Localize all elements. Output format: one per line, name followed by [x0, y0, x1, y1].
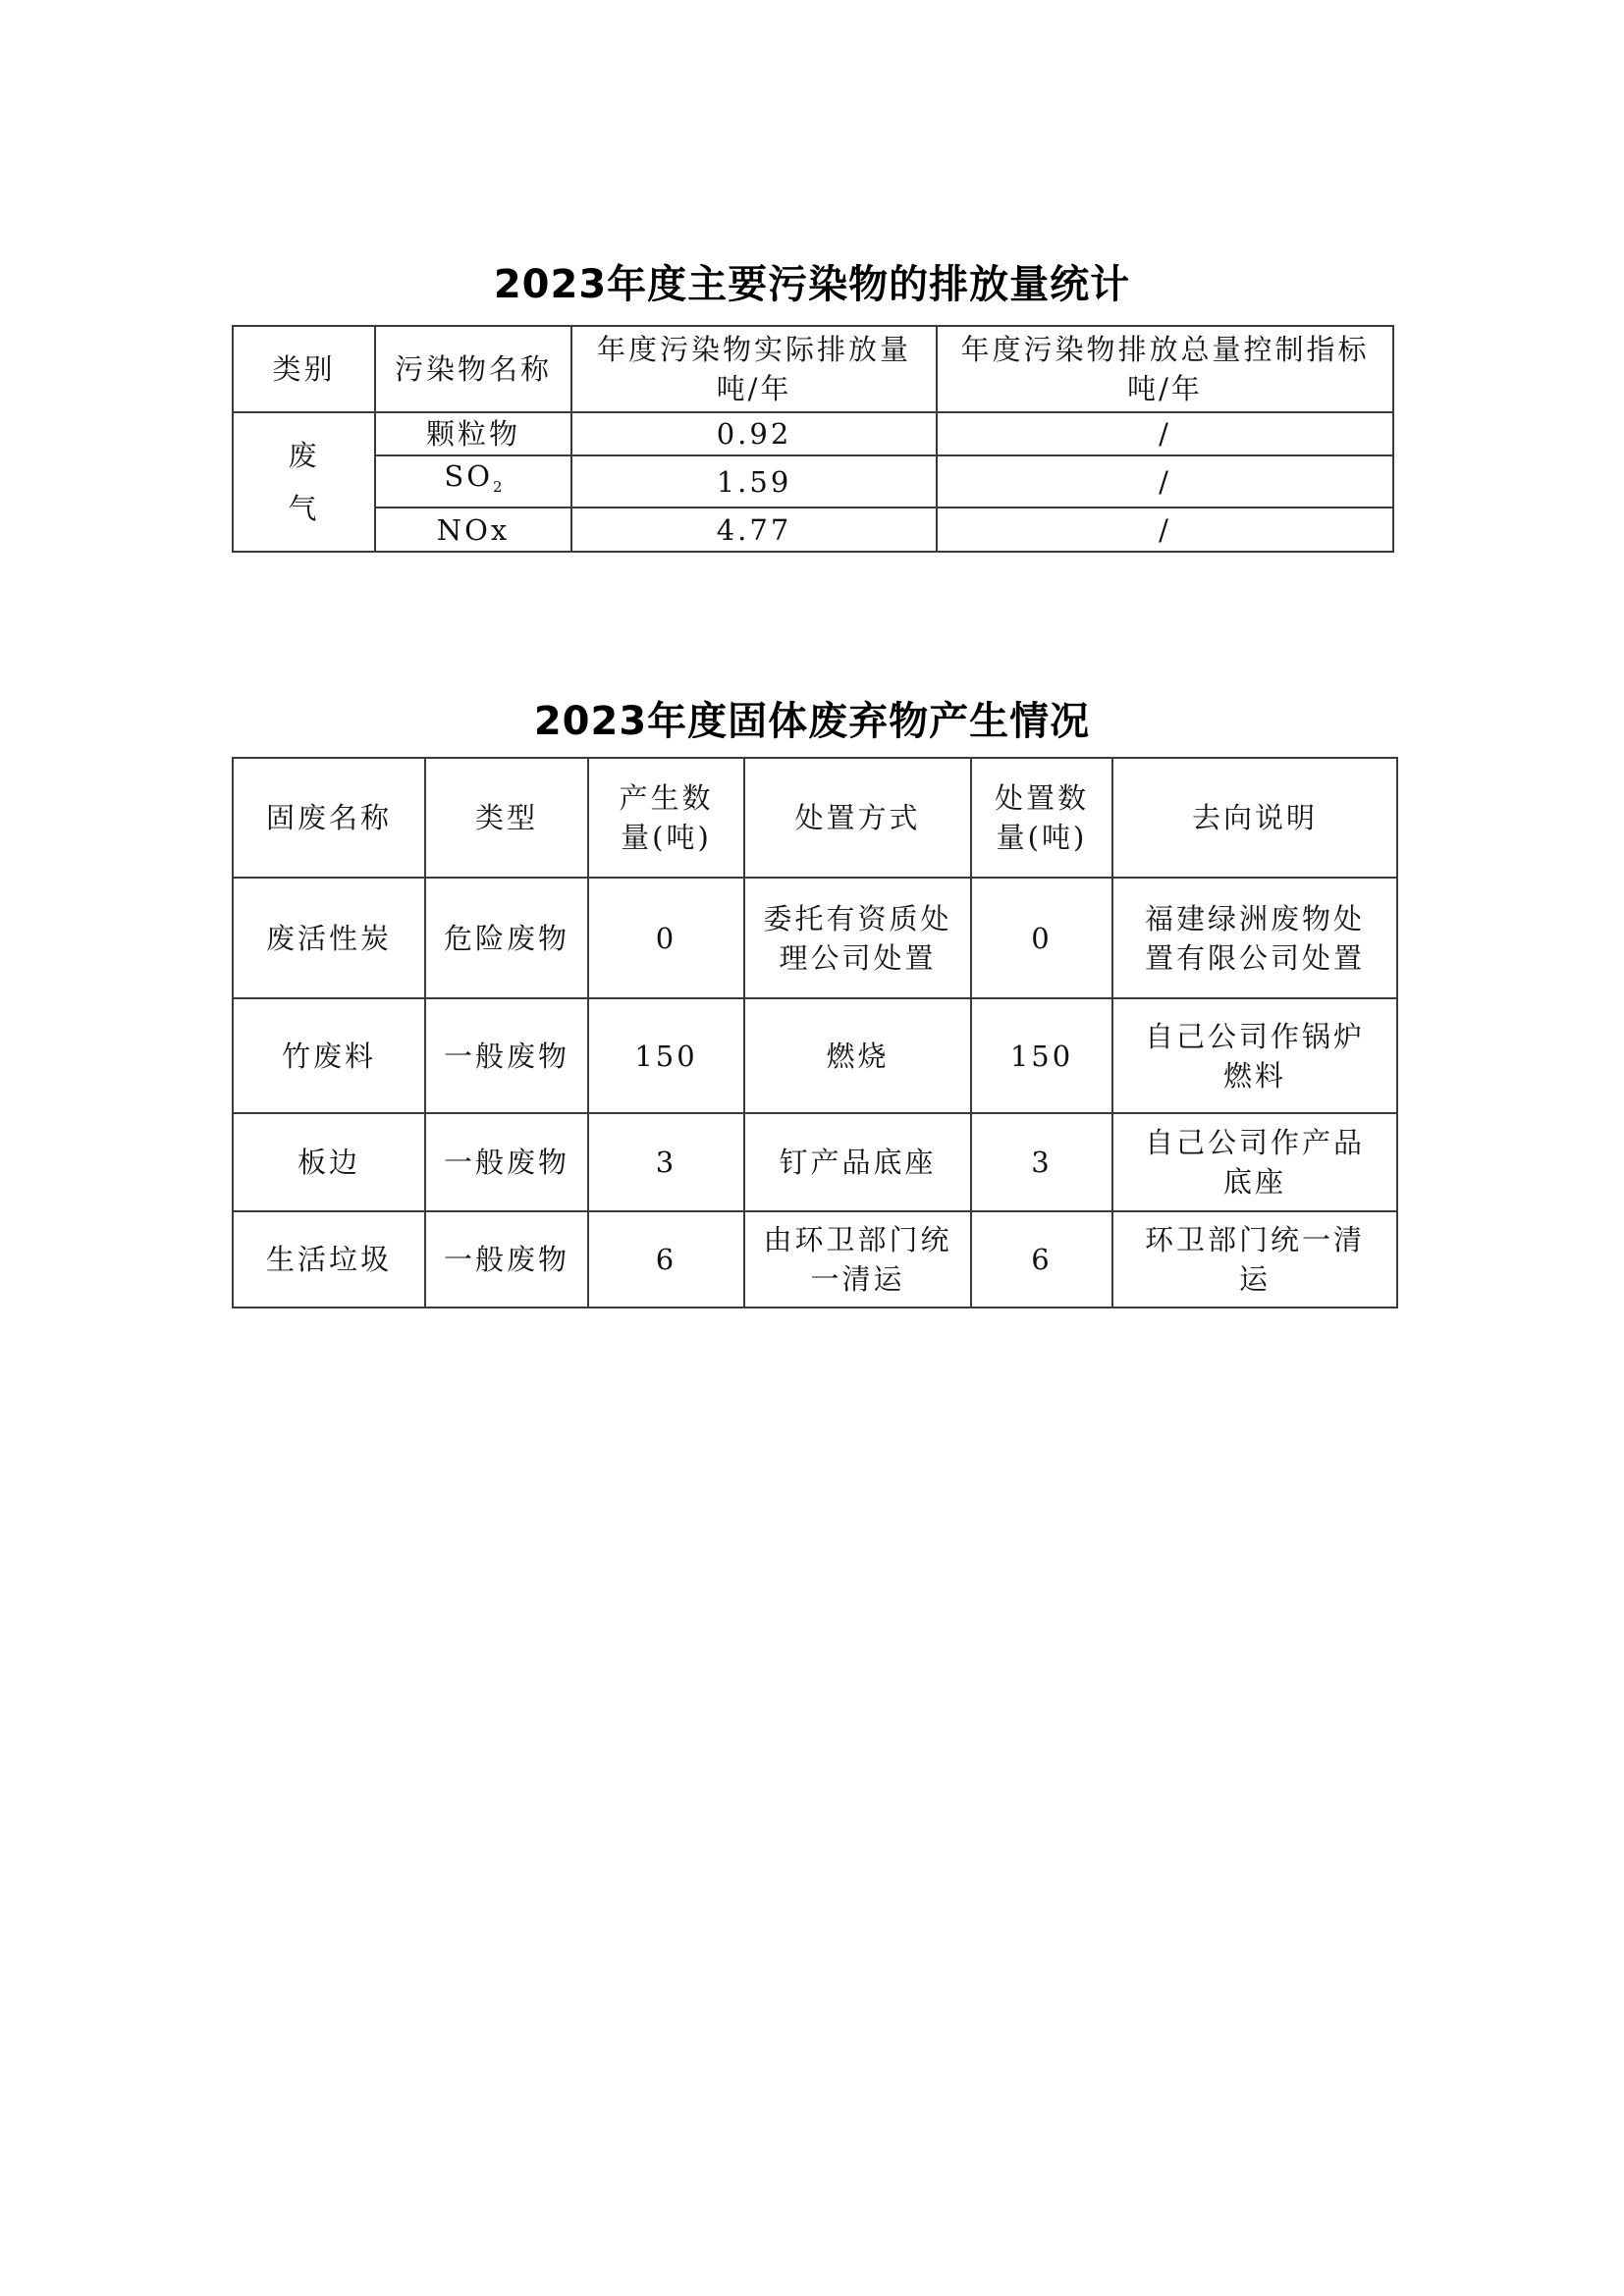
- control-target: /: [937, 455, 1393, 507]
- destination-line2: 运: [1238, 1262, 1271, 1296]
- header-disposed-amount: [971, 758, 1112, 878]
- waste-type: 一般废物: [425, 998, 588, 1113]
- header-disposed-line1: 处置数: [994, 781, 1089, 815]
- waste-name: 竹废料: [233, 998, 425, 1113]
- destination-line1: 自己公司作锅炉: [1144, 1019, 1365, 1053]
- header-generated-amount: [588, 758, 744, 878]
- table-row: [233, 1211, 1397, 1308]
- generated-amount: 6: [588, 1211, 744, 1308]
- waste-name: 板边: [233, 1113, 425, 1211]
- destination: [1112, 998, 1397, 1113]
- disposal-method: 燃烧: [744, 998, 971, 1113]
- emissions-table: [232, 325, 1394, 553]
- disposal-method-line1: 由环卫部门统: [763, 1223, 952, 1256]
- destination-line2: 燃料: [1222, 1058, 1286, 1093]
- waste-type: 危险废物: [425, 878, 588, 998]
- destination-line2: 底座: [1222, 1165, 1286, 1199]
- actual-emission: 0.92: [571, 412, 937, 455]
- table-row: [233, 1113, 1397, 1211]
- emissions-table-title: 2023年度主要污染物的排放量统计: [493, 262, 1131, 307]
- disposal-method-line2: 理公司处置: [779, 940, 937, 975]
- header-control-target: [937, 326, 1393, 412]
- pollutant-name: 颗粒物: [375, 412, 571, 455]
- destination-line1: 环卫部门统一清: [1144, 1223, 1365, 1256]
- waste-type: 一般废物: [425, 1211, 588, 1308]
- table-row: [233, 878, 1397, 998]
- destination-line2: 置有限公司处置: [1144, 940, 1365, 975]
- header-actual-emission: [571, 326, 937, 412]
- table-row: [233, 455, 1393, 507]
- table-header-row: [233, 758, 1397, 878]
- table-row: [233, 412, 1393, 455]
- waste-name: 废活性炭: [233, 878, 425, 998]
- header-control-target-line1: 年度污染物排放总量控制指标: [960, 333, 1370, 366]
- control-target: /: [937, 507, 1393, 552]
- table-row: [233, 998, 1397, 1113]
- category-label-line2: 气: [288, 492, 320, 525]
- header-generated-line2: 量(吨): [621, 821, 712, 854]
- solid-waste-table: [232, 757, 1398, 1308]
- generated-amount: 0: [588, 878, 744, 998]
- header-disposed-line2: 量(吨): [996, 821, 1088, 854]
- table-header-row: [233, 326, 1393, 412]
- control-target: /: [937, 412, 1393, 455]
- pollutant-name-text: SO: [444, 459, 494, 493]
- disposal-method: 钉产品底座: [744, 1113, 971, 1211]
- destination: [1112, 1211, 1397, 1308]
- disposed-amount: 150: [971, 998, 1112, 1113]
- header-destination: 去向说明: [1112, 758, 1397, 878]
- waste-name: 生活垃圾: [233, 1211, 425, 1308]
- header-waste-name: 固废名称: [233, 758, 425, 878]
- header-actual-emission-unit: 吨/年: [716, 372, 792, 405]
- category-label-line1: 废: [288, 439, 320, 472]
- header-type: 类型: [425, 758, 588, 878]
- pollutant-name: [375, 455, 571, 507]
- header-disposal-method: 处置方式: [744, 758, 971, 878]
- actual-emission: 4.77: [571, 507, 937, 552]
- disposed-amount: 0: [971, 878, 1112, 998]
- category-waste-gas: [233, 412, 375, 552]
- destination-line1: 福建绿洲废物处: [1144, 901, 1365, 935]
- actual-emission: 1.59: [571, 455, 937, 507]
- disposal-method-line1: 委托有资质处: [763, 901, 952, 935]
- disposal-method-line2: 一清运: [810, 1262, 905, 1296]
- solid-waste-table-title: 2023年度固体废弃物产生情况: [533, 699, 1091, 744]
- destination-line1: 自己公司作产品: [1144, 1126, 1365, 1159]
- waste-type: 一般废物: [425, 1113, 588, 1211]
- destination: [1112, 878, 1397, 998]
- pollutant-name: NOx: [375, 507, 571, 552]
- disposal-method: [744, 1211, 971, 1308]
- disposal-method: [744, 878, 971, 998]
- subscript: 2: [493, 478, 503, 496]
- generated-amount: 150: [588, 998, 744, 1113]
- table-row: [233, 507, 1393, 552]
- disposed-amount: 6: [971, 1211, 1112, 1308]
- disposed-amount: 3: [971, 1113, 1112, 1211]
- destination: [1112, 1113, 1397, 1211]
- header-control-target-unit: 吨/年: [1127, 372, 1203, 405]
- generated-amount: 3: [588, 1113, 744, 1211]
- header-generated-line1: 产生数: [619, 781, 714, 815]
- header-pollutant-name: 污染物名称: [375, 326, 571, 412]
- header-category: 类别: [233, 326, 375, 412]
- header-actual-emission-line1: 年度污染物实际排放量: [596, 333, 911, 366]
